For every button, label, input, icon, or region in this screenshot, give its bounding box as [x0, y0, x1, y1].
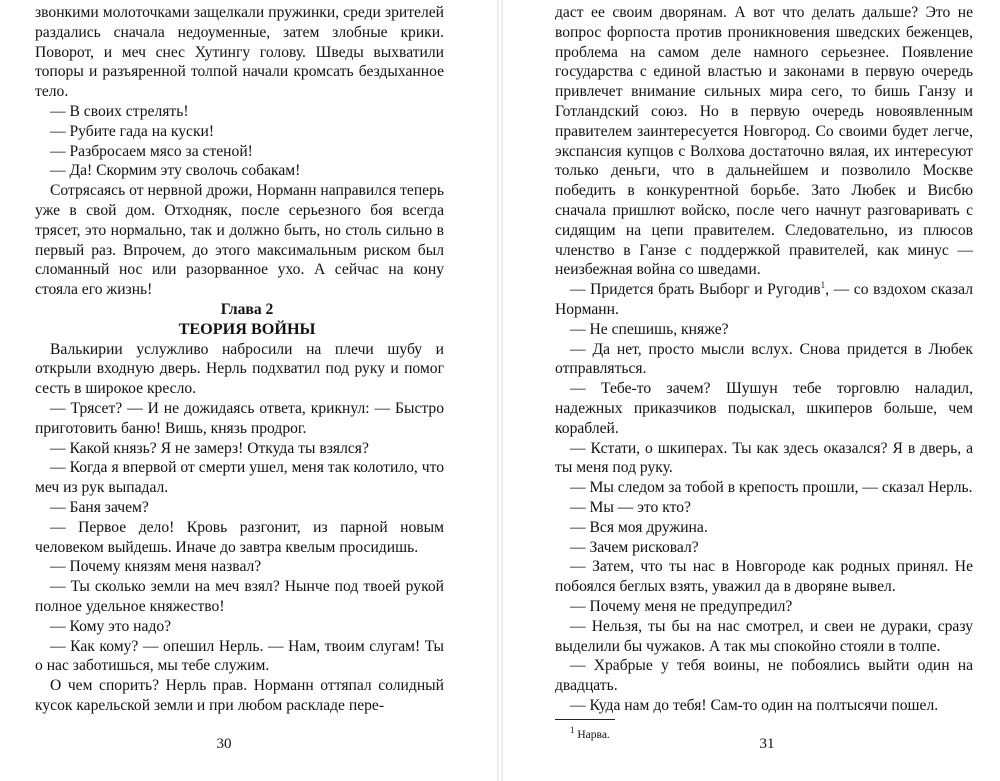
dialogue-line: — Первое дело! Кровь разгонит, из парной новым человеком выйдешь. Иначе до завтра квелым просидишь.	[35, 518, 444, 556]
dialogue-line-with-footnote	[555, 280, 973, 320]
dialogue-line: — Мы следом за тобой в крепость прошли, — сказал Нерль.	[570, 479, 973, 497]
left-page-text	[35, 3, 444, 716]
page-number-left: 30	[216, 736, 232, 752]
left-page	[0, 0, 497, 781]
dialogue-line: — Когда я впервой от смерти ушел, меня так колотило, что меч из рук выпадал.	[35, 459, 444, 497]
dialogue-line: — Как кому? — опешил Нерль. — Нам, твоим слугам! Ты о нас заботишься, мы тебе служим.	[35, 637, 444, 675]
dialogue-line: — Затем, что ты нас в Новгороде как родных принял. Не побоялся беглых взять, уважил да в дворяне вывел.	[555, 558, 973, 596]
page-number-right: 31	[759, 736, 775, 752]
dialogue-line: — Разбросаем мясо за стеной!	[50, 142, 253, 160]
chapter-label: Глава 2	[220, 300, 274, 318]
dialogue-line: — Баня зачем?	[50, 498, 149, 516]
dialogue-line: — Рубите гада на куски!	[50, 122, 215, 140]
dialogue-line: — Мы — это кто?	[570, 498, 691, 516]
dialogue-line: — Нельзя, ты бы на нас смотрел, и свеи не дураки, сразу выделили бы чужаков. А так мы спокойно стояли в толпе.	[555, 617, 973, 655]
dialogue-line: — Зачем рисковал?	[570, 538, 699, 556]
dialogue-line: — Куда нам до тебя! Сам-то один на полтысячи пошел.	[570, 696, 939, 714]
paragraph: даст ее своим дворянам. А вот что делать дальше? Это не вопрос форпоста против проникновения шведских беженцев, проблема на самом деле намного серьезнее. Появление государства с единой властью и законами в первую очередь привлечет внимание сильных мира сего, то бишь Ганзу и Готландский союз. Но в первую очередь новоявленным правителем заинтересуется Новгород. Со своими будет легче, экспансия купцов с Волхова достаточно вялая, их интересуют только деньги, что в дальнейшем и позволило Москве победить в конкурентной борьбе. Зато Любек и Висбю сначала пришлют войско, после чего начнут разговаривать с сидящим на цепи правителем. Следовательно, из плюсов членство в Ганзе с поддержкой правителей, как минус — неизбежная война со шведами.	[555, 4, 973, 279]
dialogue-line: — Да нет, просто мысли вслух. Снова придется в Любек отправляться.	[555, 340, 973, 378]
right-page-text	[555, 3, 973, 742]
dialogue-line: — Ты сколько земли на меч взял? Нынче под твоей рукой полное удельное княжество!	[35, 578, 444, 615]
dialogue-line: — Кому это надо?	[50, 617, 172, 635]
right-page	[503, 0, 1000, 781]
footnote-text: Нарва.	[577, 728, 610, 741]
dialogue-line: — Тебе-то зачем? Шушун тебе торговлю наладил, надежных приказчиков подыскал, шкиперов больше, чем кораблей.	[555, 380, 973, 437]
dialogue-text: — Придется брать Выборг и Ругодив	[570, 281, 821, 299]
dialogue-line: — Храбрые у тебя воины, не побоялись выйти один на двадцать.	[555, 657, 973, 695]
dialogue-line: — Почему меня не предупредил?	[570, 597, 793, 615]
dialogue-text: , — со вздохом сказал Норманн.	[555, 281, 974, 318]
dialogue-line: — Почему князям меня назвал?	[50, 558, 262, 576]
dialogue-line: — Кстати, о шкиперах. Ты как здесь оказался? Я в дверь, а ты меня под руку.	[555, 439, 973, 477]
footnote-number: 1	[570, 724, 575, 735]
paragraph: звонкими молоточками защелкали пружинки, среди зрителей раздались сначала недоуменные, затем злобные крики. Поворот, и меч снес Хутингу голову. Шведы выхватили топоры и разъяренной толпой начали кромсать бездыханное тело.	[35, 4, 444, 101]
dialogue-line: — Вся моя дружина.	[570, 518, 708, 536]
paragraph: О чем спорить? Нерль прав. Норманн оттяпал солидный кусок карельской земли и при любом раскладе пере-	[35, 677, 444, 714]
dialogue-line: — Да! Скормим эту сволочь собакам!	[50, 162, 301, 180]
paragraph: Сотрясаясь от нервной дрожи, Норманн направился теперь уже в свой дом. Отходняк, после серьезного боя всегда трясет, это нормально, так и должно быть, но столь сильно в первый раз. Впрочем, до этого максимальным риском был сломанный нос или разорванное ухо. А сейчас на кону стояла его жизнь!	[35, 182, 444, 299]
chapter-title: ТЕОРИЯ ВОЙНЫ	[178, 319, 316, 338]
dialogue-line: — Какой князь? Я не замерз! Откуда ты взялся?	[50, 439, 369, 457]
dialogue-line: — Не спешишь, княже?	[570, 320, 729, 338]
dialogue-line: — Трясет? — И не дожидаясь ответа, крикнул: — Быстро приготовить баню! Вишь, князь продрог.	[35, 399, 444, 437]
paragraph: Валькирии услужливо набросили на плечи шубу и открыли входную дверь. Нерль подхватил под руку и помог сесть в широкое кресло.	[35, 340, 444, 398]
dialogue-line: — В своих стрелять!	[50, 102, 189, 120]
footnote-marker: 1	[820, 279, 826, 290]
footnote-divider	[555, 719, 615, 720]
